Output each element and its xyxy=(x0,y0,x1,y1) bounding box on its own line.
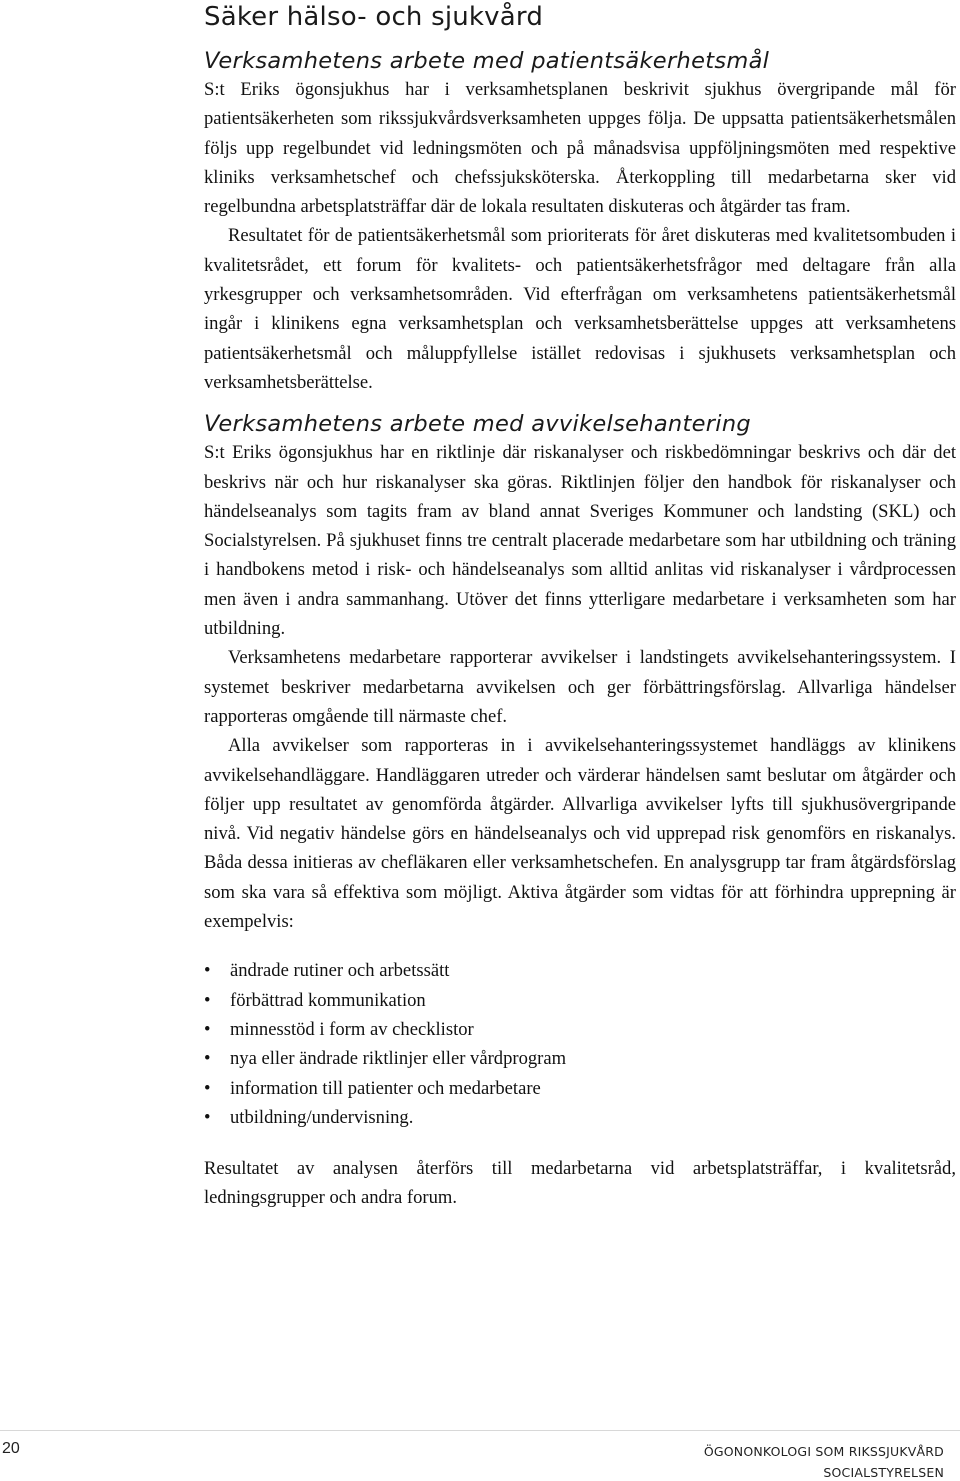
list-item-text: information till patienter och medarbetare xyxy=(230,1077,541,1099)
list-item-text: minnesstöd i form av checklistor xyxy=(230,1018,474,1040)
bullet-icon: • xyxy=(204,960,211,982)
page-number: 20 xyxy=(2,1440,20,1457)
bullet-icon: • xyxy=(204,1048,211,1070)
footer-publisher: SOCIALSTYRELSEN xyxy=(823,1465,944,1480)
measures-list xyxy=(204,956,956,1132)
paragraph: Resultatet för de patientsäkerhetsmål som prioriterats för året diskuteras med kvalitetsombuden i kvalitetsrådet, ett forum för kvalitets- och patientsäkerhetsfrågor med deltagare från alla yrkesgrupper och verksamhetsområden. Vid efterfrågan om verksamhetens patientsäkerhetsmål ingår i klinikens egna verksamhetsplan och verksamhetsberättelse uppges att verksamhetens patientsäkerhetsmål och måluppfyllelse istället redovisas i sjukhusets verksamhetsplan och verksamhetsberättelse. xyxy=(204,225,956,393)
list-item-text: förbättrad kommunikation xyxy=(230,989,426,1011)
closing-paragraph: Resultatet av analysen återförs till medarbetarna vid arbetsplatsträffar, i kvalitetsråd, ledningsgrupper och andra forum. xyxy=(204,1158,956,1209)
bullet-icon: • xyxy=(204,989,211,1011)
bullet-icon: • xyxy=(204,1077,211,1099)
subsection-heading-deviation-handling: Verksamhetens arbete med avvikelsehantering xyxy=(204,411,751,438)
paragraph: Alla avvikelser som rapporteras in i avvikelsehanteringssystemet handläggs av klinikens avvikelsehandläggare. Handläggaren utreder och värderar händelsen samt beslutar om åtgärder och följer upp resultatet av genomförda åtgärder. Allvarliga avvikelser lyfts till sjukhusövergripande nivå. Vid negativ händelse görs en händelseanalys och vid upprepad risk genomförs en riskanalys. Båda dessa initieras av chefläkaren eller verksamhetschefen. En analysgrupp tar fram åtgärdsförslag som ska vara så effektiva som möjligt. Aktiva åtgärder som vidtas för att förhindra upprepning är exempelvis: xyxy=(204,735,956,933)
bullet-icon: • xyxy=(204,1018,211,1040)
list-item xyxy=(204,956,956,985)
paragraph: S:t Eriks ögonsjukhus har i verksamhetsplanen beskrivit sjukhus övergripande mål för patientsäkerheten som rikssjukvårdsverksamheten uppges följa. De uppsatta patientsäkerhetsmålen följs upp regelbundet vid ledningsmöten och på månadsvisa uppföljningsmöten med respektive kliniks verksamhetschef och chefssjuksköterska. Återkoppling till medarbetarna sker vid regelbundna arbetsplatsträffar där de lokala resultaten diskuteras och åtgärder tas fram. xyxy=(204,79,956,218)
paragraph: S:t Eriks ögonsjukhus har en riktlinje där riskanalyser och riskbedömningar beskrivs och där det beskrivs när och hur riskanalyser ska göras. Riktlinjen följer den handbok för riskanalyser och händelseanalys som tagits fram av bland annat Sveriges Kommuner och landsting (SKL) och Socialstyrelsen. På sjukhuset finns tre centralt placerade medarbetare som har utbildning och träning i handbokens metod i risk- och händelseanalys som alltid anlitas vid riskanalyser i vårdprocessen men även i andra sammanhang. Utöver det finns ytterligare medarbetare i verksamheten som har utbildning. xyxy=(204,442,956,640)
list-item-text: utbildning/undervisning. xyxy=(230,1106,414,1128)
list-item-text: ändrade rutiner och arbetssätt xyxy=(230,960,450,982)
main-content xyxy=(204,0,956,1213)
bullet-icon: • xyxy=(204,1106,211,1128)
list-item xyxy=(204,1074,956,1103)
list-item xyxy=(204,986,956,1015)
footer-divider xyxy=(0,1430,960,1431)
list-item xyxy=(204,1015,956,1044)
list-item xyxy=(204,1044,956,1073)
paragraph: Verksamhetens medarbetare rapporterar avvikelser i landstingets avvikelsehanteringssystem. I systemet beskriver medarbetarna avvikelsen och ger förbättringsförslag. Allvarliga händelser rapporteras omgående till närmaste chef. xyxy=(204,647,956,727)
list-item-text: nya eller ändrade riktlinjer eller vårdprogram xyxy=(230,1048,567,1070)
subsection-heading-patient-safety: Verksamhetens arbete med patientsäkerhetsmål xyxy=(204,48,770,74)
section-title: Säker hälso- och sjukvård xyxy=(204,2,544,32)
list-item xyxy=(204,1103,956,1132)
footer-report-title: ÖGONONKOLOGI SOM RIKSSJUKVÅRD xyxy=(703,1444,944,1459)
